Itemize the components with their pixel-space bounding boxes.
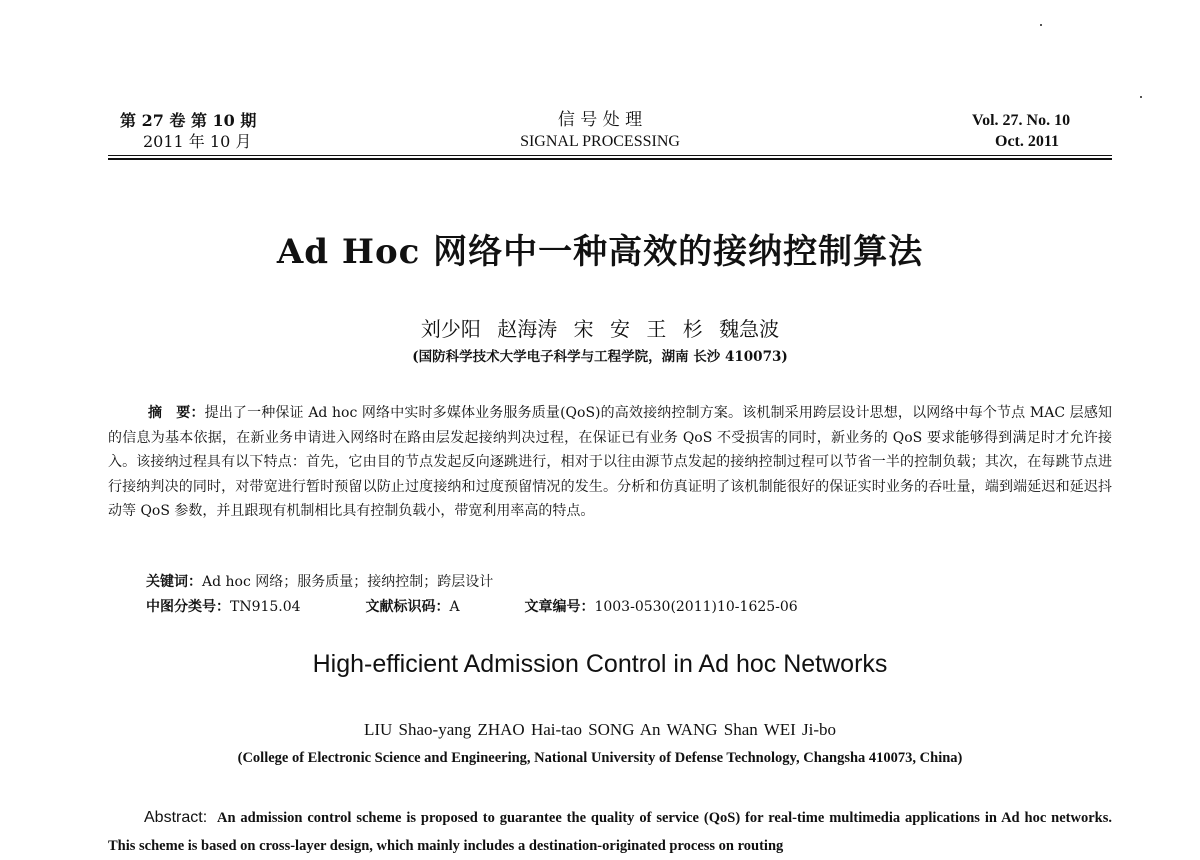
journal-volume-issue: 第 27 卷 第 10 期 xyxy=(120,111,257,130)
journal-date-cn: 2011 年 10 月 xyxy=(143,132,252,151)
affiliation-cn: (国防科学技术大学电子科学与工程学院，湖南 长沙 410073) xyxy=(412,349,788,365)
header-rule-thick xyxy=(108,158,1112,160)
journal-vol-no-en: Vol. 27. No. 10 xyxy=(972,112,1071,129)
header-rule-thin xyxy=(108,155,1112,156)
journal-name-en: SIGNAL PROCESSING xyxy=(520,133,680,150)
scan-speck xyxy=(1040,24,1042,26)
abstract-cn-label: 摘 要： xyxy=(148,405,205,421)
abstract-cn-text: 提出了一种保证 Ad hoc 网络中实时多媒体业务服务质量(QoS)的高效接纳控制方案。该机制采用跨层设计思想，以网络中每个节点 MAC 层感知的信息为基本依据，在新业务申请进入网络时在路由层发起接纳判决过程，在保证已有业务 QoS 不受损害的同时，新业务的 QoS 要求能够得到满足时才允许接入。该接纳过程具有以下特点：首先，它由目的节点发起反向逐跳进行，相对于以往由源节点发起的接纳控制过程可以节省一半的控制负载；其次，在每跳节点进行接纳判决的同时，对带宽进行暂时预留以防止过度接纳和过度预留情况的发生。分析和仿真证明了该机制能很好的保证实时业务的吞吐量，端到端延迟和延迟抖动等 QoS 参数，并且跟现有机制相比具有控制负载小，带宽利用率高的特点。 xyxy=(108,405,1112,520)
doc-code-label: 文献标识码： xyxy=(365,599,450,615)
classification-line xyxy=(146,596,858,616)
paper-title-en: High-efficient Admission Control in Ad hoc Networks xyxy=(312,650,888,678)
affiliation-en: (College of Electronic Science and Engineering, National University of Defense Technology, Changsha 410073, China) xyxy=(237,750,963,766)
authors-en: LIU Shao-yang ZHAO Hai-tao SONG An WANG Shan WEI Ji-bo xyxy=(363,720,837,739)
clc-value: TN915.04 xyxy=(230,599,301,615)
article-no-value: 1003-0530(2011)10-1625-06 xyxy=(594,599,798,615)
scan-speck xyxy=(1140,96,1142,98)
paper-title-cn: Ad Hoc 网络中一种高效的接纳控制算法 xyxy=(276,232,924,272)
abstract-cn xyxy=(108,401,1112,524)
journal-date-en: Oct. 2011 xyxy=(995,133,1059,150)
abstract-en-text: An admission control scheme is proposed to guarantee the quality of service (QoS) for real-time multimedia applications in Ad hoc networks. This scheme is based on cross-layer design, which mainly includes a destination-originated process on routing xyxy=(108,810,1112,854)
authors-cn: 刘少阳 赵海涛 宋 安 王 杉 魏急波 xyxy=(420,317,780,341)
clc-label: 中图分类号： xyxy=(146,599,230,615)
abstract-en xyxy=(108,804,1112,860)
article-no-group xyxy=(524,599,827,615)
keywords-line xyxy=(146,571,493,591)
keywords-text: Ad hoc 网络；服务质量；接纳控制；跨层设计 xyxy=(202,574,494,590)
article-no-label: 文章编号： xyxy=(524,599,595,615)
journal-name-cn: 信 号 处 理 xyxy=(557,110,643,130)
doc-code-value: A xyxy=(449,599,460,615)
clc-group xyxy=(146,599,331,615)
doc-code-group xyxy=(365,599,489,615)
keywords-label: 关键词： xyxy=(146,574,202,590)
abstract-en-label: Abstract: xyxy=(144,809,208,826)
